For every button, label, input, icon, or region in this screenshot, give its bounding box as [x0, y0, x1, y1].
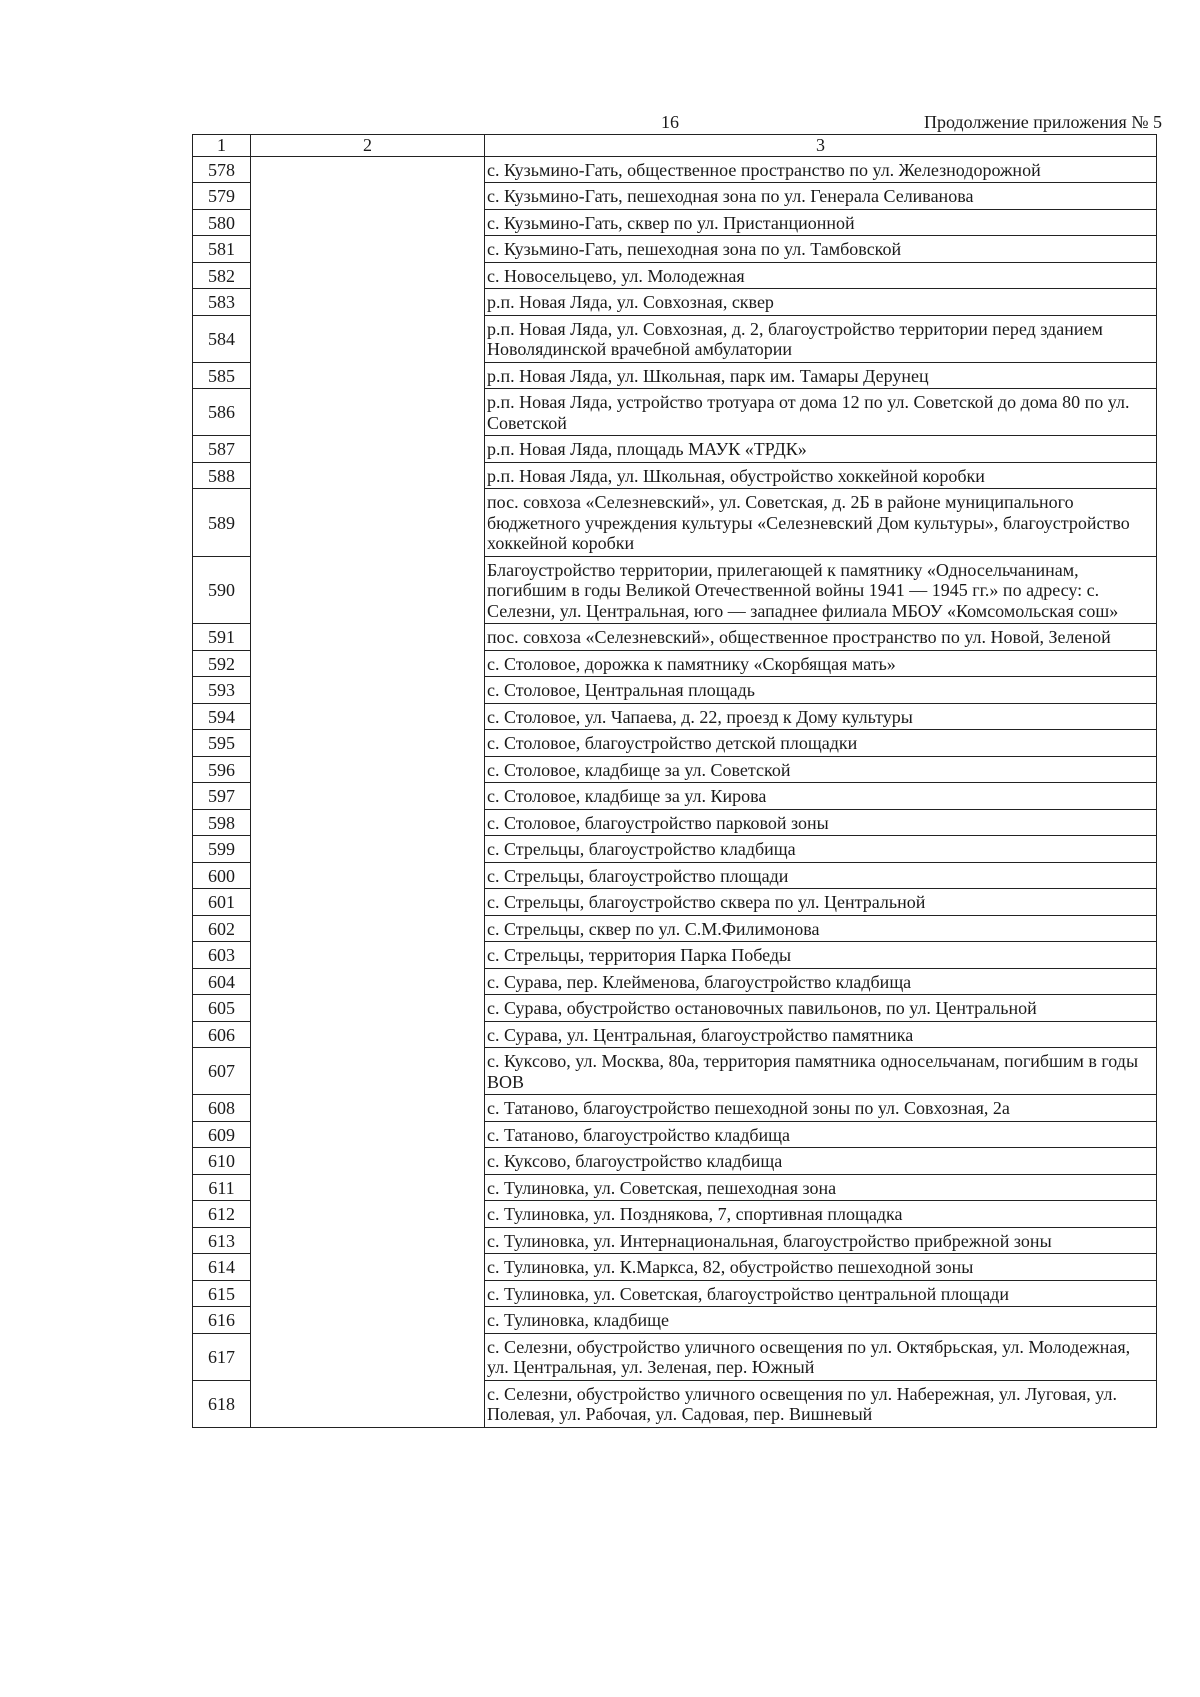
row-number: 589 [193, 489, 251, 557]
row-number: 591 [193, 624, 251, 651]
column-header-3: 3 [485, 135, 1157, 157]
page-number: 16 [661, 112, 679, 132]
column-header-1: 1 [193, 135, 251, 157]
row-number: 613 [193, 1227, 251, 1254]
object-description: с. Селезни, обустройство уличного освещения по ул. Октябрьская, ул. Молодежная, ул. Центральная, ул. Зеленая, пер. Южный [485, 1333, 1157, 1380]
object-description: с. Стрельцы, территория Парка Победы [485, 942, 1157, 969]
row-number: 611 [193, 1174, 251, 1201]
object-description: с. Стрельцы, благоустройство сквера по ул. Центральной [485, 889, 1157, 916]
row-number: 598 [193, 809, 251, 836]
row-number: 597 [193, 783, 251, 810]
object-description: с. Стрельцы, благоустройство площади [485, 862, 1157, 889]
row-number: 607 [193, 1048, 251, 1095]
row-number: 590 [193, 556, 251, 624]
continuation-title: Продолжение приложения № 5 [923, 112, 1162, 132]
row-number: 609 [193, 1121, 251, 1148]
object-description: р.п. Новая Ляда, ул. Школьная, парк им. Тамары Дерунец [485, 362, 1157, 389]
table-body [193, 156, 1157, 1427]
row-number: 586 [193, 389, 251, 436]
object-description: с. Стрельцы, благоустройство кладбища [485, 836, 1157, 863]
object-description: с. Столовое, кладбище за ул. Советской [485, 756, 1157, 783]
row-number: 585 [193, 362, 251, 389]
row-number: 604 [193, 968, 251, 995]
row-number: 580 [193, 209, 251, 236]
object-description: с. Кузьмино-Гать, пешеходная зона по ул. Тамбовской [485, 236, 1157, 263]
object-description: с. Тулиновка, ул. Позднякова, 7, спортивная площадка [485, 1201, 1157, 1228]
row-number: 596 [193, 756, 251, 783]
object-description: с. Тулиновка, кладбище [485, 1307, 1157, 1334]
row-number: 610 [193, 1148, 251, 1175]
object-description: с. Татаново, благоустройство кладбища [485, 1121, 1157, 1148]
row-number: 592 [193, 650, 251, 677]
table-row [193, 156, 1157, 183]
row-number: 612 [193, 1201, 251, 1228]
object-description: с. Столовое, дорожка к памятнику «Скорбящая мать» [485, 650, 1157, 677]
row-number: 599 [193, 836, 251, 863]
row-number: 617 [193, 1333, 251, 1380]
object-description: р.п. Новая Ляда, ул. Школьная, обустройство хоккейной коробки [485, 462, 1157, 489]
object-description: пос. совхоза «Селезневский», ул. Советская, д. 2Б в районе муниципального бюджетного учреждения культуры «Селезневский Дом культуры», благоустройство хоккейной коробки [485, 489, 1157, 557]
row-number: 602 [193, 915, 251, 942]
row-number: 601 [193, 889, 251, 916]
row-number: 579 [193, 183, 251, 210]
object-description: с. Кузьмино-Гать, пешеходная зона по ул. Генерала Селиванова [485, 183, 1157, 210]
appendix-table [192, 134, 1157, 1428]
row-number: 608 [193, 1095, 251, 1122]
object-description: пос. совхоза «Селезневский», общественное пространство по ул. Новой, Зеленой [485, 624, 1157, 651]
row-number: 587 [193, 436, 251, 463]
row-number: 606 [193, 1021, 251, 1048]
object-description: с. Столовое, кладбище за ул. Кирова [485, 783, 1157, 810]
row-number: 603 [193, 942, 251, 969]
object-description: с. Сурава, пер. Клейменова, благоустройство кладбища [485, 968, 1157, 995]
row-number: 616 [193, 1307, 251, 1334]
row-number: 593 [193, 677, 251, 704]
object-description: р.п. Новая Ляда, ул. Совхозная, д. 2, благоустройство территории перед зданием Новолядинской врачебной амбулатории [485, 315, 1157, 362]
row-number: 584 [193, 315, 251, 362]
row-number: 582 [193, 262, 251, 289]
object-description: с. Сурава, ул. Центральная, благоустройство памятника [485, 1021, 1157, 1048]
row-number: 583 [193, 289, 251, 316]
object-description: с. Селезни, обустройство уличного освещения по ул. Набережная, ул. Луговая, ул. Полевая, ул. Рабочая, ул. Садовая, пер. Вишневый [485, 1380, 1157, 1427]
object-description: с. Стрельцы, сквер по ул. С.М.Филимонова [485, 915, 1157, 942]
row-number: 588 [193, 462, 251, 489]
merged-empty-column-2 [251, 156, 485, 1427]
object-description: с. Тулиновка, ул. Интернациональная, благоустройство прибрежной зоны [485, 1227, 1157, 1254]
row-number: 581 [193, 236, 251, 263]
object-description: р.п. Новая Ляда, устройство тротуара от дома 12 по ул. Советской до дома 80 по ул. Советской [485, 389, 1157, 436]
object-description: с. Кузьмино-Гать, сквер по ул. Пристанционной [485, 209, 1157, 236]
object-description: с. Сурава, обустройство остановочных павильонов, по ул. Центральной [485, 995, 1157, 1022]
object-description: с. Куксово, ул. Москва, 80а, территория памятника односельчанам, погибшим в годы ВОВ [485, 1048, 1157, 1095]
table-header-row [193, 135, 1157, 157]
row-number: 595 [193, 730, 251, 757]
object-description: с. Новосельцево, ул. Молодежная [485, 262, 1157, 289]
row-number: 615 [193, 1280, 251, 1307]
object-description: с. Столовое, благоустройство парковой зоны [485, 809, 1157, 836]
object-description: с. Тулиновка, ул. Советская, пешеходная зона [485, 1174, 1157, 1201]
object-description: с. Кузьмино-Гать, общественное пространство по ул. Железнодорожной [485, 156, 1157, 183]
object-description: с. Тулиновка, ул. Советская, благоустройство центральной площади [485, 1280, 1157, 1307]
row-number: 578 [193, 156, 251, 183]
row-number: 618 [193, 1380, 251, 1427]
object-description: с. Столовое, благоустройство детской площадки [485, 730, 1157, 757]
column-header-2: 2 [251, 135, 485, 157]
row-number: 614 [193, 1254, 251, 1281]
object-description: с. Татаново, благоустройство пешеходной зоны по ул. Совхозная, 2а [485, 1095, 1157, 1122]
row-number: 600 [193, 862, 251, 889]
object-description: с. Столовое, Центральная площадь [485, 677, 1157, 704]
object-description: Благоустройство территории, прилегающей к памятнику «Односельчанинам, погибшим в годы Великой Отечественной войны 1941 — 1945 гг.» по адресу: с. Селезни, ул. Центральная, юго — западнее филиала МБОУ «Комсомольская сош» [485, 556, 1157, 624]
object-description: р.п. Новая Ляда, площадь МАУК «ТРДК» [485, 436, 1157, 463]
row-number: 594 [193, 703, 251, 730]
object-description: с. Столовое, ул. Чапаева, д. 22, проезд к Дому культуры [485, 703, 1157, 730]
object-description: р.п. Новая Ляда, ул. Совхозная, сквер [485, 289, 1157, 316]
object-description: с. Куксово, благоустройство кладбища [485, 1148, 1157, 1175]
object-description: с. Тулиновка, ул. К.Маркса, 82, обустройство пешеходной зоны [485, 1254, 1157, 1281]
row-number: 605 [193, 995, 251, 1022]
